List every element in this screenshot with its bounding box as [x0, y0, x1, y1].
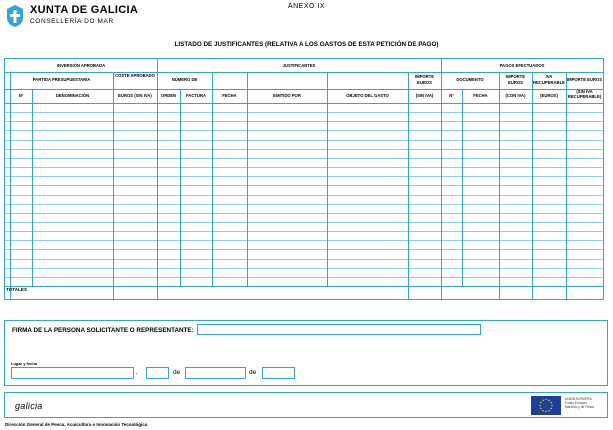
eu-text-line-2: Fondo Europeo: [565, 401, 587, 405]
col-object: OBJETO DEL GASTO: [346, 93, 389, 98]
eu-star: [542, 400, 543, 401]
header-amount-line2: EUROS: [417, 80, 432, 85]
col-con-iva: (CON IVA): [505, 93, 526, 98]
department-name: CONSELLERÍA DO MAR: [30, 18, 114, 25]
table-row-line: [5, 249, 603, 250]
brand-name: XUNTA DE GALICIA: [30, 4, 139, 16]
table-row-line: [5, 286, 603, 287]
col-line: [327, 72, 328, 286]
header-vat-line1: IVA: [545, 74, 553, 79]
header-document: DOCUMENTO: [456, 77, 484, 82]
col-line: [32, 89, 33, 286]
eu-star: [548, 410, 549, 411]
eu-star: [539, 405, 540, 406]
col-denomination: DENOMINACIÓN: [55, 93, 90, 98]
table-row-line: [5, 121, 603, 122]
eu-star: [548, 400, 549, 401]
header-divider-3: [5, 103, 603, 104]
eu-star: [551, 405, 552, 406]
header-amount-line1: IMPORTE: [414, 74, 435, 79]
header-approved-cost: COSTE APROBADO: [115, 73, 155, 78]
col-sin-iva-recoverable: (SIN IVA RECUPERABLE): [567, 89, 602, 99]
col-line: [462, 89, 463, 286]
signature-field[interactable]: [197, 324, 481, 335]
table-row-line: [5, 195, 603, 196]
header-amount-eur-3: IMPORTE EUROS: [566, 77, 603, 82]
footer-department-text: Dirección General de Pesca, Acuicultura e Innovación Tecnológica: [5, 422, 148, 427]
header-budget-item: PARTIDA PRESUPUESTARIA: [32, 77, 91, 82]
header-divider-2: [5, 89, 603, 90]
col-line: [212, 72, 213, 286]
header-amount-eur-line1: IMPORTE: [505, 74, 526, 79]
page-title: LISTADO DE JUSTIFICANTES (RELATIVA A LOS GASTOS DE ESTA PETICIÓN DE PAGO): [174, 41, 439, 48]
day-field[interactable]: [146, 367, 169, 379]
eu-text-line-3: Marítimo y de Pesca: [565, 405, 595, 409]
table-row-line: [5, 140, 603, 141]
month-field[interactable]: [185, 367, 246, 379]
galicia-logo: galicia: [15, 401, 43, 411]
table-row-line: [5, 149, 603, 150]
eu-text-line-1: UNIÓN EUROPEA: [565, 397, 592, 401]
col-no-2: Nº: [449, 93, 454, 98]
de-separator-1: de: [173, 369, 181, 376]
table-row-line: [5, 213, 603, 214]
table-row-line: [5, 167, 603, 168]
annex-label: ANEXO IX: [287, 3, 326, 10]
signature-block: [4, 320, 608, 386]
table-row-line: [5, 130, 603, 131]
group-approved: INVERSIÓN APROBADA: [56, 63, 106, 68]
col-invoice: FACTURA: [185, 93, 206, 98]
col-line: [247, 72, 248, 286]
eu-star: [551, 402, 552, 403]
table-row-line: [5, 268, 603, 269]
col-no-1: Nº: [18, 93, 24, 98]
eu-star: [540, 402, 541, 403]
table-row-line: [5, 259, 603, 260]
place-date-label: Lugar y fecha: [11, 361, 38, 366]
eu-stars: [531, 396, 561, 415]
header-amount-eur-line2: EUROS: [508, 80, 523, 85]
place-field[interactable]: [11, 367, 134, 379]
table-row-line: [5, 231, 603, 232]
table-row-line: [5, 240, 603, 241]
eu-star: [551, 408, 552, 409]
footer-logos: [4, 392, 608, 418]
col-issued-by: EMITIDO POR: [273, 93, 301, 98]
year-field[interactable]: [262, 367, 295, 379]
col-line: [180, 89, 181, 286]
col-sin-iva: (SIN IVA): [415, 93, 434, 98]
eu-star: [545, 411, 546, 412]
col-date-2: FECHA: [473, 93, 488, 98]
table-row-line: [5, 222, 603, 223]
col-euros: (EUROS): [540, 93, 558, 98]
col-date-1: FECHA: [222, 93, 237, 98]
totals-label: TOTALES: [6, 287, 28, 292]
eu-star: [545, 399, 546, 400]
table-row-line: [5, 204, 603, 205]
eu-star: [540, 408, 541, 409]
table-row-line: [5, 112, 603, 113]
de-separator-2: de: [249, 369, 257, 376]
table-row-line: [5, 176, 603, 177]
comma-separator: ,: [136, 369, 138, 376]
eu-star: [542, 410, 543, 411]
vouchers-table: [4, 58, 604, 300]
col-order: ORDEN: [160, 93, 177, 98]
eu-flag-icon: [531, 396, 561, 415]
group-vouchers: JUSTIFICANTES: [282, 63, 316, 68]
header-vat-line2: RECUPERABLE: [533, 80, 565, 85]
table-row-line: [5, 277, 603, 278]
table-row-line: [5, 185, 603, 186]
eu-text: [565, 397, 594, 409]
header-divider-1: [5, 72, 603, 73]
group-payments: PAGOS EFECTUADOS: [499, 63, 545, 68]
signature-label: FIRMA DE LA PERSONA SOLICITANTE O REPRESENTANTE:: [12, 327, 194, 334]
table-row-line: [5, 158, 603, 159]
header-number-of: NÚMERO DE: [171, 77, 198, 82]
col-euros-no-vat: EUROS (SIN IVA): [118, 93, 152, 98]
